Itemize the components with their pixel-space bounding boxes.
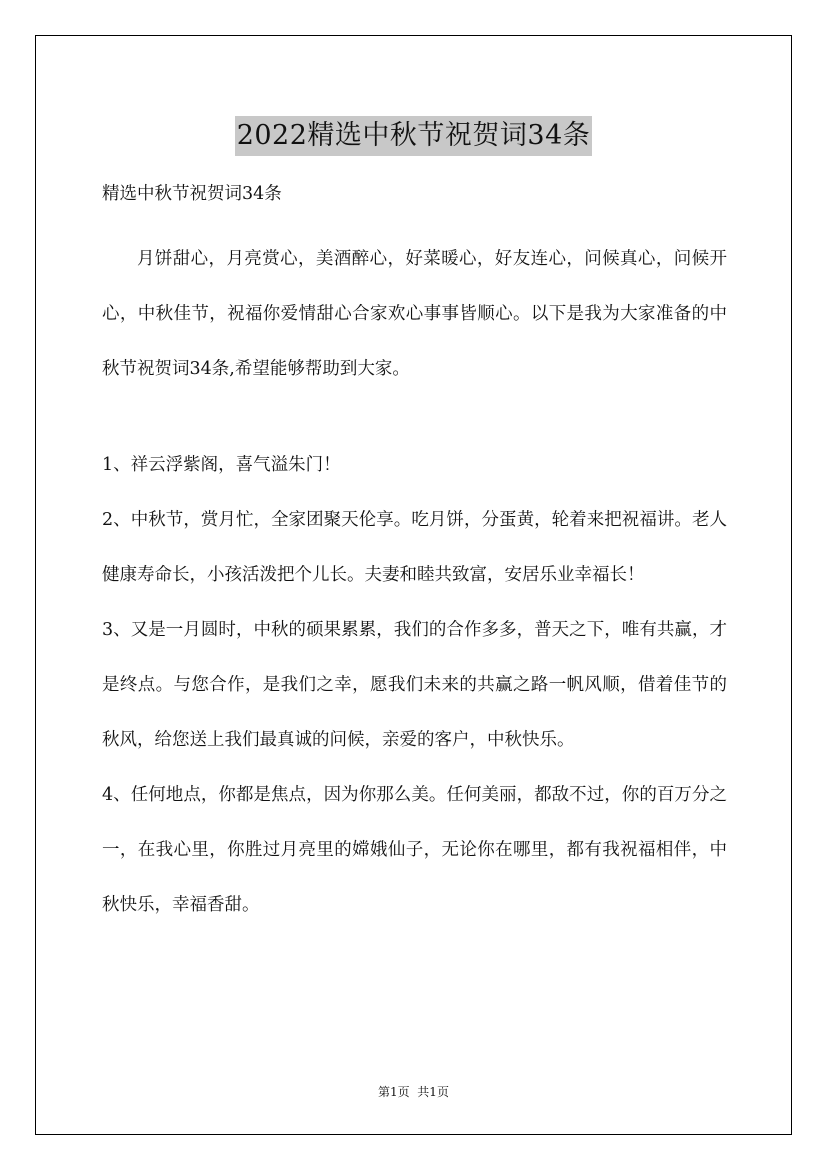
document-subtitle: 精选中秋节祝贺词34条 bbox=[102, 184, 282, 204]
document-title: 2022精选中秋节祝贺词34条 bbox=[235, 116, 593, 156]
page-footer: 第1页 共1页 bbox=[378, 1085, 449, 1099]
greeting-item-3: 3、又是一月圆时，中秋的硕果累累，我们的合作多多，普天之下，唯有共赢，才是终点。与您合作，是我们之幸，愿我们未来的共赢之路一帆风顺，借着佳节的秋风，给您送上我们最真诚的问候，亲爱的客户，中秋快乐。 bbox=[102, 620, 727, 750]
title-wrap bbox=[0, 98, 827, 174]
greeting-item-1: 1、祥云浮紫阁，喜气溢朱门！ bbox=[102, 455, 341, 475]
greeting-item-4: 4、任何地点，你都是焦点，因为你那么美。任何美丽，都敌不过，你的百万分之一，在我心里，你胜过月亮里的嫦娥仙子，无论你在哪里，都有我祝福相伴，中秋快乐，幸福香甜。 bbox=[102, 785, 727, 915]
greeting-list bbox=[102, 438, 727, 933]
intro-paragraph: 月饼甜心，月亮赏心，美酒醉心，好菜暖心，好友连心，问候真心，问候开心，中秋佳节，祝福你爱情甜心合家欢心事事皆顺心。以下是我为大家准备的中秋节祝贺词34条,希望能够帮助到大家。 bbox=[102, 249, 727, 379]
greeting-item-2: 2、中秋节，赏月忙，全家团聚天伦享。吃月饼，分蛋黄，轮着来把祝福讲。老人健康寿命长，小孩活泼把个儿长。夫妻和睦共致富，安居乐业幸福长！ bbox=[102, 510, 727, 585]
